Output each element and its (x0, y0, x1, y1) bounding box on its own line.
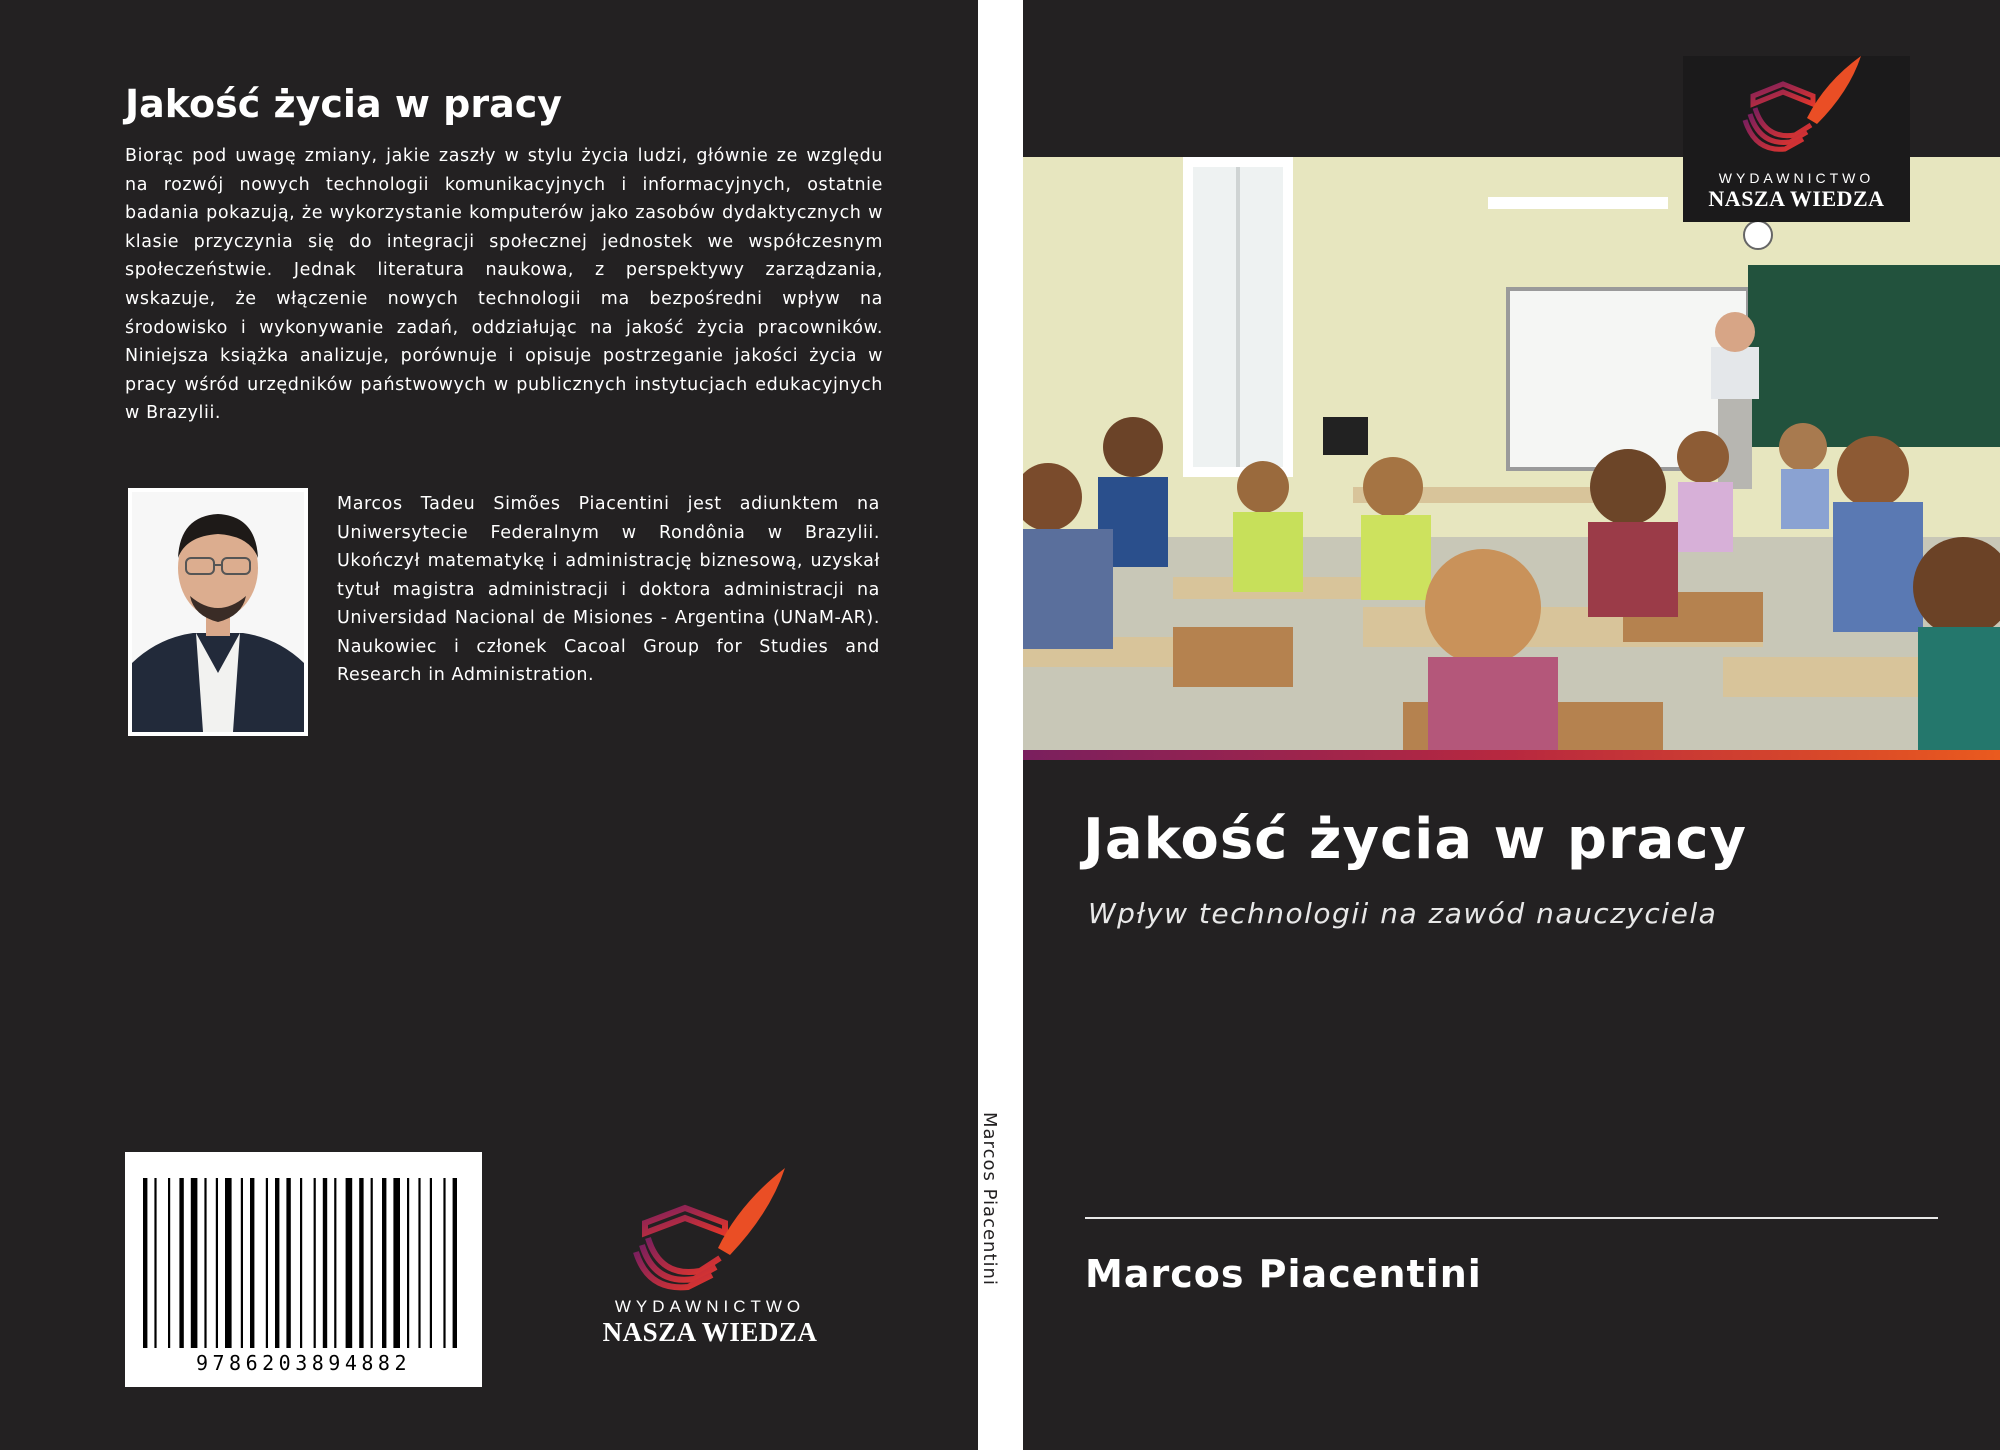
barcode-bar (275, 1178, 279, 1348)
barcode-bar (204, 1178, 206, 1348)
barcode-bar (382, 1178, 386, 1348)
front-cover-subtitle: Wpływ technologii na zawód nauczyciela (1088, 897, 1718, 930)
publisher-line1-front: WYDAWNICTWO (1718, 170, 1875, 186)
publisher-line2-front: NASZA WIEDZA (1708, 186, 1885, 211)
back-cover-blurb: Biorąc pod uwagę zmiany, jakie zaszły w stylu życia ludzi, głównie ze względu na rozwój nowych technologii komunikacyjnych i informacyjnych, ostatnie badania pokazują, że wykorzystanie komputerów jako zasobów dydaktycznych w klasie przyczynia się do integracji społecznej jednostek we współczesnym społeczeństwie. Jednak literatura naukowa, z perspektywy zarządzania, wskazuje, że włączenie nowych technologii ma bezpośredni wpływ na środowisko i wykonywanie zadań, oddziałując na jakość życia pracowników. Niniejsza książka analizuje, porównuje i opisuje postrzeganie jakości życia w pracy wśród urzędników państwowych w publicznych instytucjach edukacyjnych w Brazylii. (125, 146, 883, 424)
barcode-bar (453, 1178, 457, 1348)
barcode-bar (359, 1178, 363, 1348)
barcode-bar (323, 1178, 327, 1348)
barcode-bar (346, 1178, 353, 1348)
barcode-bar (418, 1178, 420, 1348)
barcode-bar (393, 1178, 400, 1348)
barcode-bar (225, 1178, 232, 1348)
author-portrait-image (128, 488, 308, 736)
publisher-logo-back (590, 1163, 830, 1353)
barcode-bar (334, 1178, 336, 1348)
barcode-bar (314, 1178, 316, 1348)
back-cover-title: Jakość życia w pracy (125, 82, 563, 126)
spine-author: Marcos Piacentini (979, 1112, 1000, 1286)
barcode-bar (191, 1178, 198, 1348)
author-photo (128, 488, 308, 736)
barcode-bar (241, 1178, 243, 1348)
classroom-photo (1023, 157, 2000, 750)
publisher-line1-back: WYDAWNICTWO (614, 1297, 806, 1316)
barcode-bar (250, 1178, 254, 1348)
barcode-bar (168, 1178, 170, 1348)
barcode-bar (286, 1178, 290, 1348)
barcode-bar (407, 1178, 409, 1348)
barcode-bar (179, 1178, 183, 1348)
publisher-line2-back: NASZA WIEDZA (602, 1317, 818, 1347)
barcode-bar (216, 1178, 218, 1348)
accent-bar (1023, 750, 2000, 760)
barcode-bar (143, 1178, 147, 1348)
book-quill-icon (590, 1163, 830, 1293)
barcode-bar (371, 1178, 373, 1348)
barcode-bar (443, 1178, 445, 1348)
front-cover-title: Jakość życia w pracy (1083, 807, 1748, 872)
barcode-bar (430, 1178, 432, 1348)
isbn-barcode (125, 1152, 482, 1387)
barcode-bar (300, 1178, 302, 1348)
front-cover-author: Marcos Piacentini (1085, 1252, 1482, 1296)
author-bio: Marcos Tadeu Simões Piacentini jest adiunktem na Uniwersytecie Federalnym w Rondônia w Brazylii. Ukończył matematykę i administrację biznesową, uzyskał tytuł magistra administracji i doktora administracji na Universidad Nacional de Misiones - Argentina (UNaM-AR). Naukowiec i członek Cacoal Group for Studies and Research in Administration. (337, 494, 880, 685)
publisher-logo-front (1683, 56, 1910, 222)
divider-line (1085, 1217, 1938, 1219)
classroom-image (1023, 157, 2000, 750)
isbn-digits: 9786203894882 (195, 1351, 412, 1375)
barcode-bar (154, 1178, 156, 1348)
barcode-bar (266, 1178, 268, 1348)
book-quill-icon (1683, 56, 1910, 160)
